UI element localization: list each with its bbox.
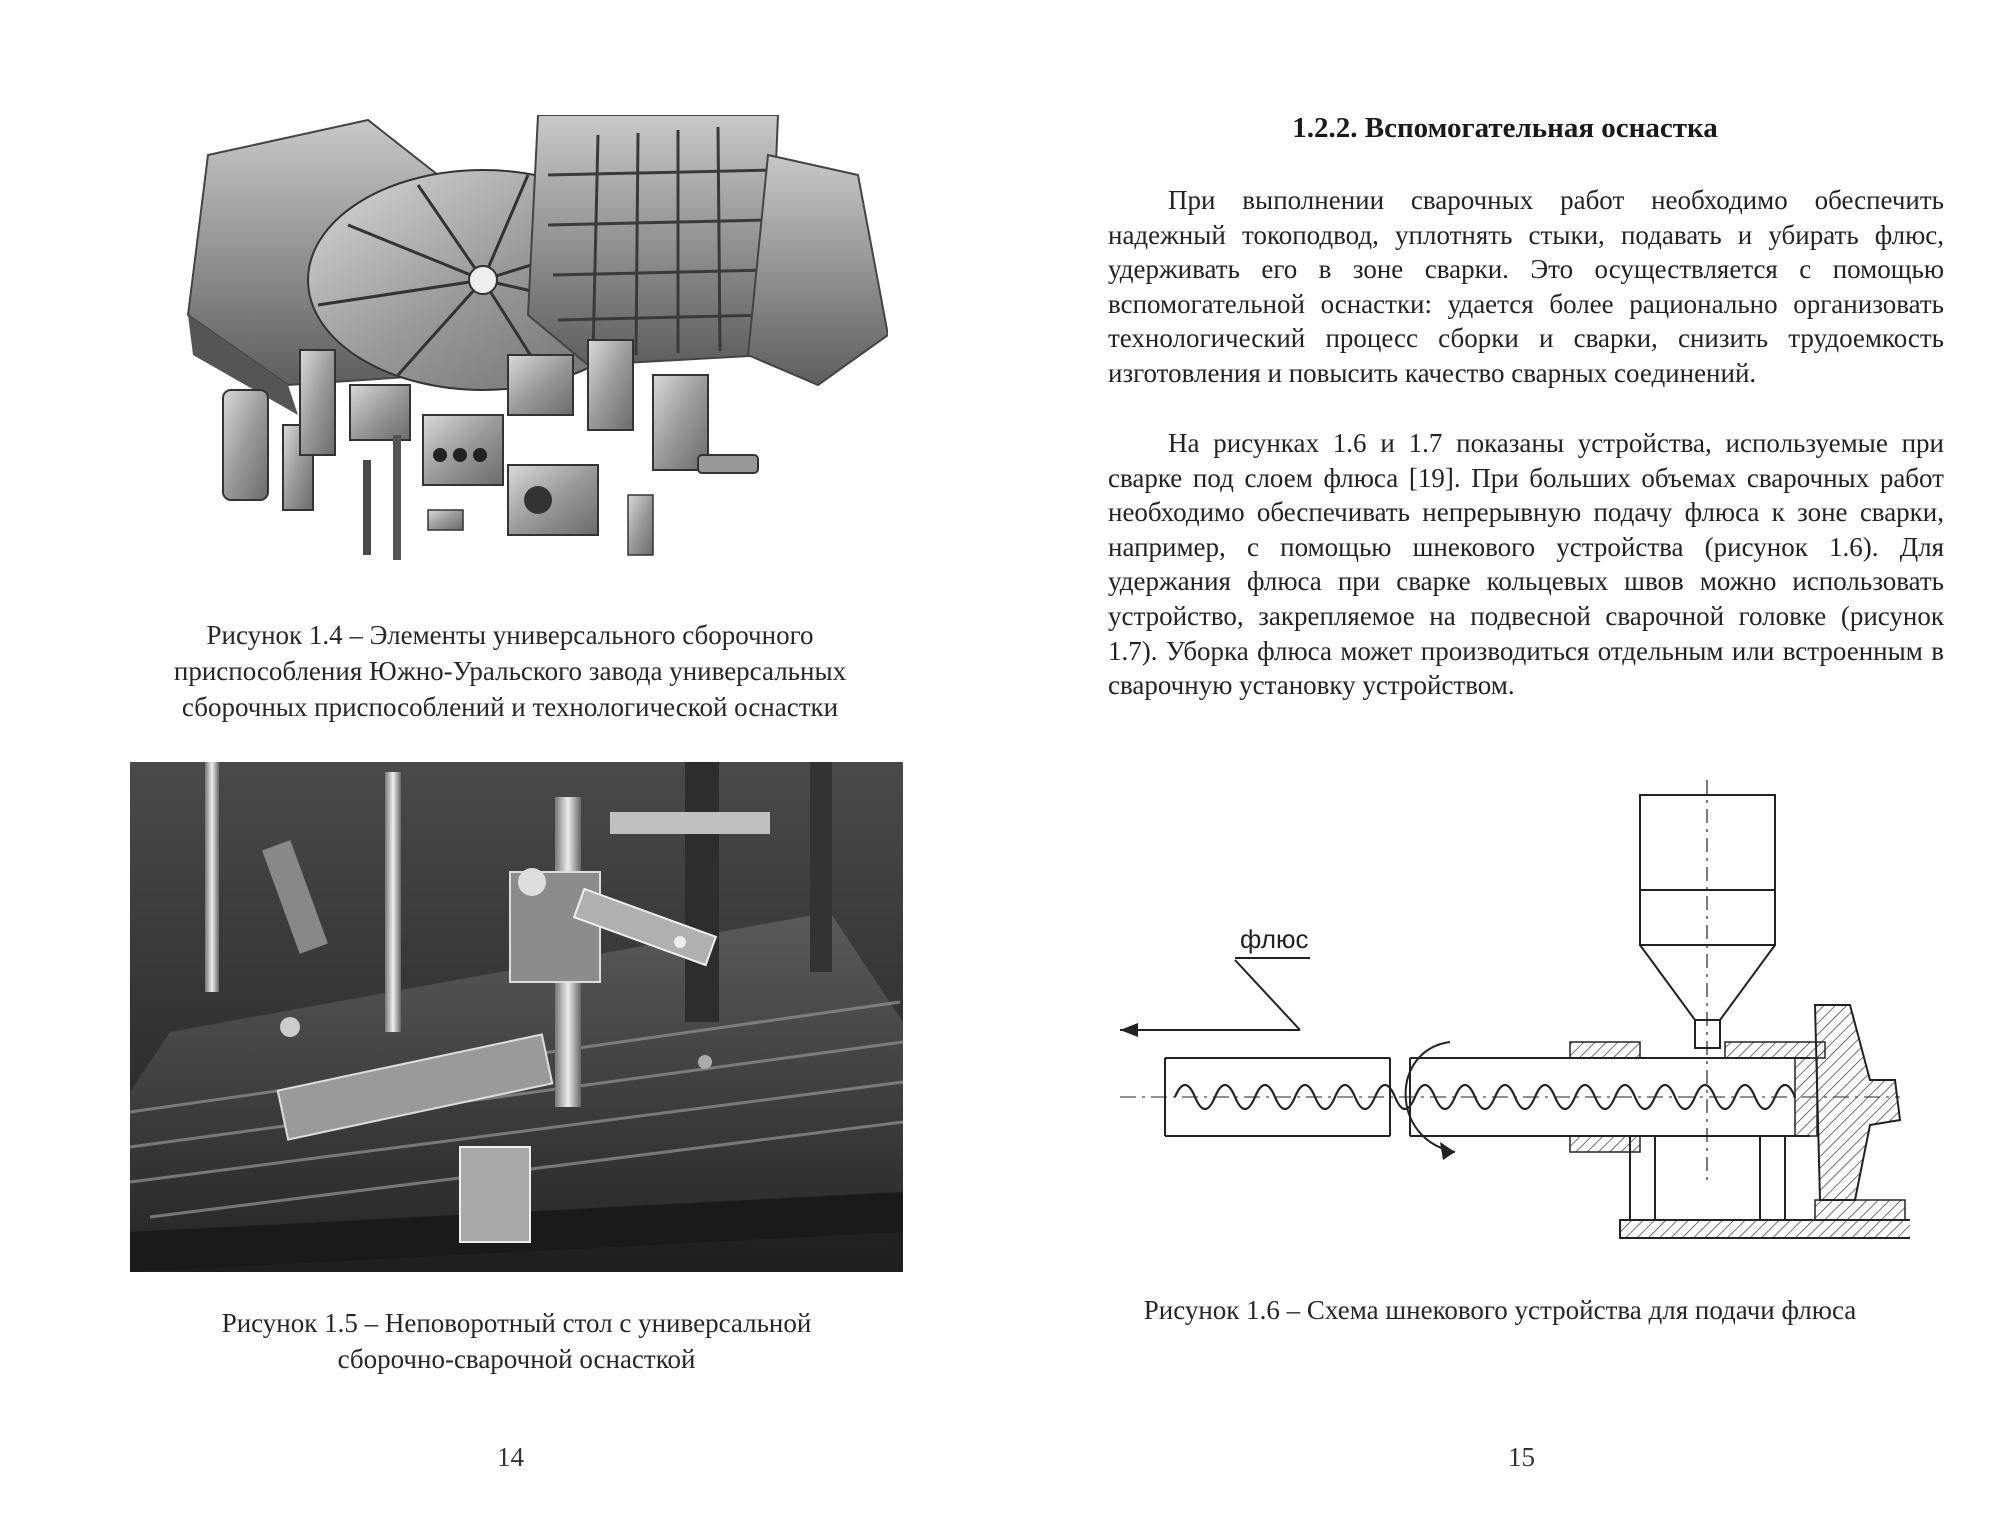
screw-feeder-schematic	[1110, 780, 1910, 1250]
figure-1-5-caption	[130, 1305, 903, 1377]
body-paragraph-1: При выполнении сварочных работ необходимо обеспечить надежный токоподвод, уплотнять стыки, подавать и убирать флюс, удерживать его в зоне сварки. Это осуществляется с помощью вспомогательной оснастки: удается более рационально организовать технологический процесс сборки и сварки, снизить трудоемкость изготовления и повысить качество сварных соединений.	[1108, 185, 1944, 388]
figure-1-5-image	[130, 762, 903, 1272]
section-heading: 1.2.2. Вспомогательная оснастка	[1292, 112, 1718, 144]
figure-1-6-diagram	[1110, 780, 1910, 1250]
figure-1-5-caption-line-2: сборочно-сварочной оснасткой	[337, 1344, 696, 1374]
figure-1-4-caption-line-3: сборочных приспособлений и технологической оснастки	[181, 692, 839, 722]
figure-1-4-caption-line-2: приспособления Южно-Уральского завода универсальных	[173, 656, 847, 686]
figure-1-4-image	[168, 115, 888, 570]
figure-1-4-caption-line-1: Рисунок 1.4 – Элементы универсального сборочного	[206, 620, 814, 650]
figure-1-4-caption	[120, 617, 900, 725]
welding-table-photo	[130, 762, 903, 1272]
figure-1-6-caption: Рисунок 1.6 – Схема шнекового устройства для подачи флюса	[1143, 1295, 1857, 1325]
body-paragraph-2: На рисунках 1.6 и 1.7 показаны устройства, используемые при сварке под слоем флюса [19]. При больших объемах сварочных работ необходимо обеспечивать непрерывную подачу флюса к зоне сварки, например, с помощью шнекового устройства (рисунок 1.6). Для удержания флюса при сварке кольцевых швов можно использовать устройство, закрепляемое на подвесной сварочной головке (рисунок 1.7). Уборка флюса может производиться отдельным или встроенным в сварочную установку устройством.	[1108, 428, 1944, 701]
flux-label: флюс	[1240, 924, 1309, 954]
universal-fixture-photo	[168, 115, 888, 570]
page-number-right: 15	[1508, 1442, 1535, 1472]
page-number-left: 14	[497, 1442, 524, 1472]
figure-1-5-caption-line-1: Рисунок 1.5 – Неповоротный стол с универсальной	[221, 1308, 812, 1338]
